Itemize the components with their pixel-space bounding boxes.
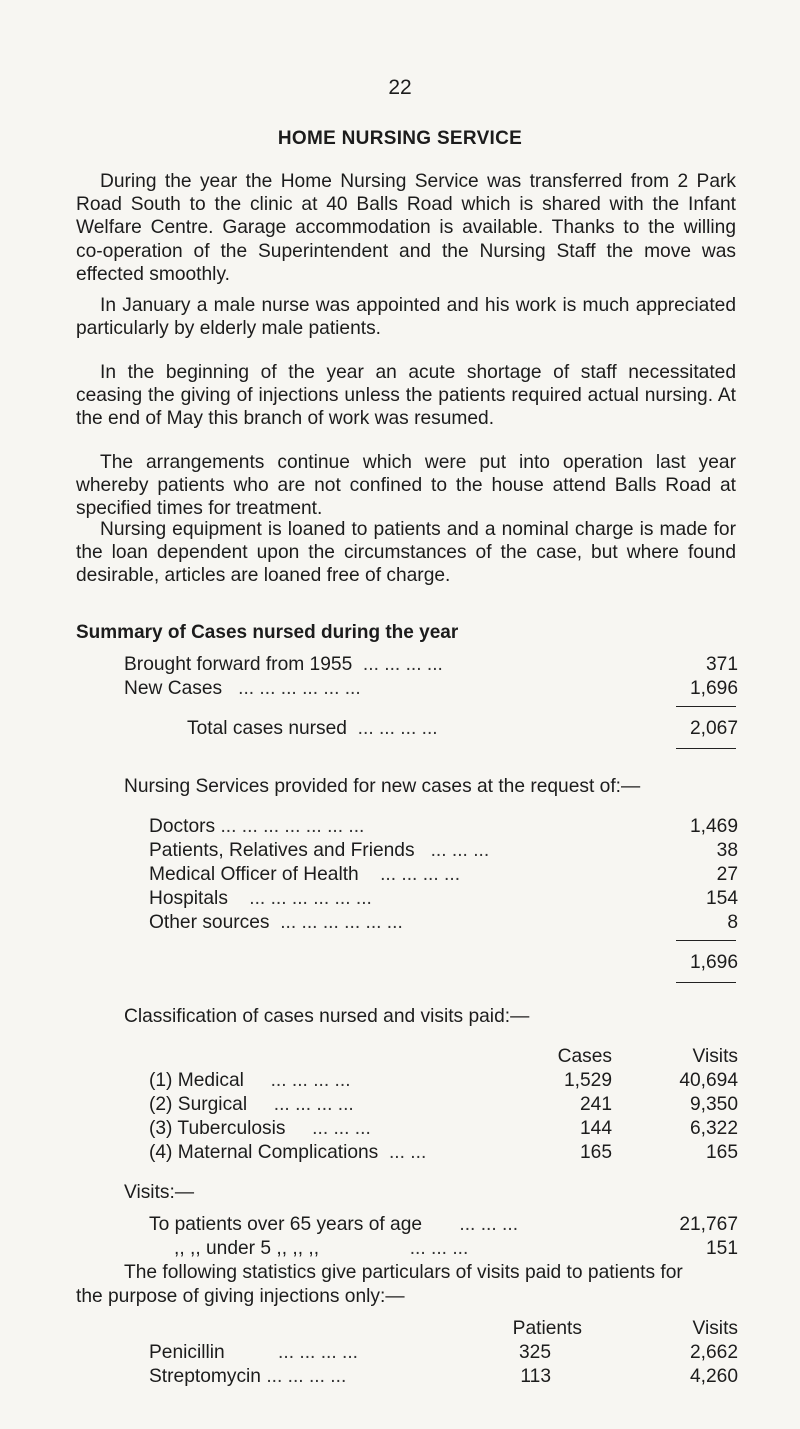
request-item-other-sources [149, 912, 403, 934]
new-cases-value: 1,696 [689, 678, 738, 699]
summary-title: Summary of Cases nursed during the year [76, 622, 459, 643]
leader-dots: ... ... ... [312, 1118, 371, 1139]
new-cases-label: New Cases [124, 678, 223, 699]
injection-patients: 325 [518, 1342, 551, 1363]
page-title: HOME NURSING SERVICE [277, 128, 523, 149]
leader-dots: ... ... ... [430, 840, 490, 861]
classification-row-surgical [149, 1094, 354, 1116]
visits-over-65-row [149, 1214, 518, 1236]
leader-dots: ... ... ... ... [278, 1342, 359, 1363]
rule-line [676, 982, 736, 983]
visits-under-5-value: 151 [705, 1238, 738, 1259]
leader-dots: ... ... ... ... ... ... [238, 678, 361, 699]
classification-cases: 165 [579, 1142, 612, 1163]
injection-row-penicillin [149, 1342, 358, 1364]
rule-line [676, 940, 736, 941]
classification-label: (4) Maternal Complications [149, 1142, 379, 1163]
classification-visits: 9,350 [689, 1094, 738, 1115]
request-value: 8 [727, 912, 738, 933]
paragraph-staff-shortage: In the beginning of the year an acute shortage of staff necessitated ceasing the giving of injections unless the patients required actual nursing. At the end of May this branch of work was resumed. [76, 362, 736, 430]
leader-dots: ... ... ... ... [273, 1094, 354, 1115]
injections-intro-line-1: The following statistics give particulars of visits paid to patients for [124, 1262, 683, 1283]
paragraph-arrangements: The arrangements continue which were put into operation last year whereby patients who are not confined to the house attend Balls Road at specified times for treatment. [76, 452, 736, 520]
request-label: Patients, Relatives and Friends [149, 840, 415, 861]
rule-line [676, 706, 736, 707]
leader-dots: ... ... ... ... ... ... ... [220, 816, 365, 837]
classification-label: (3) Tuberculosis [149, 1118, 286, 1139]
column-header-cases: Cases [557, 1046, 612, 1067]
classification-visits: 6,322 [689, 1118, 738, 1139]
leader-dots: ... ... ... [459, 1214, 519, 1235]
classification-label: (2) Surgical [149, 1094, 248, 1115]
total-cases-row [187, 718, 438, 740]
brought-forward-label: Brought forward from 1955 [124, 654, 353, 675]
leader-dots: ... ... [388, 1142, 427, 1163]
request-label: Other sources [149, 912, 270, 933]
classification-visits: 40,694 [679, 1070, 738, 1091]
request-item-doctors [149, 816, 364, 838]
injection-visits: 2,662 [689, 1342, 738, 1363]
request-label: Hospitals [149, 888, 228, 909]
injection-label: Penicillin [149, 1342, 225, 1363]
request-value: 38 [716, 840, 738, 861]
classification-cases: 144 [579, 1118, 612, 1139]
request-intro: Nursing Services provided for new cases at the request of:— [124, 776, 641, 797]
injection-patients: 113 [520, 1366, 551, 1387]
visits-over-65-label: To patients over 65 years of age [149, 1214, 423, 1235]
visits-intro: Visits:— [124, 1182, 195, 1203]
leader-dots: ... ... ... ... [270, 1070, 351, 1091]
request-label: Medical Officer of Health [149, 864, 359, 885]
request-value: 27 [716, 864, 738, 885]
new-cases-row [124, 678, 361, 700]
paragraph-male-nurse: In January a male nurse was appointed and his work is much appreciated particularly by elderly male patients. [76, 295, 736, 340]
leader-dots: ... ... ... ... ... ... [280, 912, 403, 933]
injections-intro-line-2: the purpose of giving injections only:— [76, 1286, 405, 1307]
classification-cases: 1,529 [563, 1070, 612, 1091]
rule-line [676, 748, 736, 749]
classification-visits: 165 [705, 1142, 738, 1163]
visits-under-5-label: ,, ,, under 5 ,, ,, ,, [174, 1238, 320, 1259]
classification-cases: 241 [579, 1094, 612, 1115]
total-cases-value: 2,067 [689, 718, 738, 739]
leader-dots: ... ... ... [409, 1238, 469, 1259]
leader-dots: ... ... ... ... [380, 864, 461, 885]
paragraph-equipment: Nursing equipment is loaned to patients and a nominal charge is made for the loan dependent upon the circumstances of the case, but where found desirable, articles are loaned free of charge. [76, 519, 736, 587]
injection-label: Streptomycin [149, 1366, 261, 1387]
request-total-value: 1,696 [689, 952, 738, 973]
visits-over-65-value: 21,767 [679, 1214, 738, 1235]
injection-row-streptomycin [149, 1366, 346, 1388]
column-header-patients: Patients [512, 1318, 582, 1339]
classification-row-tuberculosis [149, 1118, 371, 1140]
request-item-hospitals [149, 888, 372, 910]
classification-label: (1) Medical [149, 1070, 244, 1091]
paragraph-transfer: During the year the Home Nursing Service was transferred from 2 Park Road South to the clinic at 40 Balls Road which is shared with the Infant Welfare Centre. Garage accommodation is available. Thanks to the willing co-operation of the Superintendent and the Nursing Staff the move was effected smoothly. [76, 171, 736, 285]
brought-forward-value: 371 [705, 654, 738, 675]
injection-visits: 4,260 [689, 1366, 738, 1387]
classification-row-medical [149, 1070, 351, 1092]
request-item-patients-relatives [149, 840, 489, 862]
classification-intro: Classification of cases nursed and visits paid:— [124, 1006, 530, 1027]
request-item-medical-officer [149, 864, 460, 886]
leader-dots: ... ... ... ... [357, 718, 438, 739]
classification-row-maternal [149, 1142, 426, 1164]
brought-forward-row [124, 654, 443, 676]
request-value: 1,469 [689, 816, 738, 837]
leader-dots: ... ... ... ... [362, 654, 443, 675]
leader-dots: ... ... ... ... [266, 1366, 347, 1387]
column-header-visits: Visits [692, 1318, 738, 1339]
total-cases-label: Total cases nursed [187, 718, 347, 739]
visits-under-5-row [174, 1238, 468, 1260]
column-header-visits: Visits [692, 1046, 738, 1067]
request-value: 154 [705, 888, 738, 909]
request-label: Doctors [149, 816, 216, 837]
leader-dots: ... ... ... ... ... ... [249, 888, 372, 909]
page-number: 22 [388, 76, 412, 99]
